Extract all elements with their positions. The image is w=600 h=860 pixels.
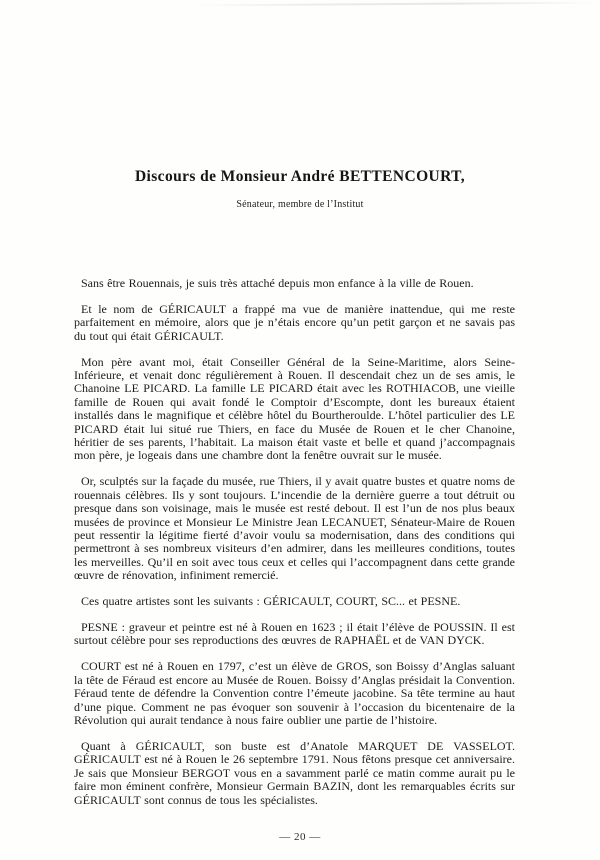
body-text [74, 277, 515, 819]
paragraph-gericault-memory: Et le nom de GÉRICAULT a frappé ma vue de manière inattendue, qui me reste parfaitement en mémoire, alors que je n’étais encore qu’un petit garçon et ne savais pas du tout qui était GÉRICAULT. [74, 301, 515, 343]
paragraph-court: COURT est né à Rouen en 1797, c’est un élève de GROS, son Boissy d’Anglas saluant la tête de Féraud est encore au Musée de Rouen. Boissy d’Anglas présidait la Convention. Féraud tente de défendre la Convention contre l’émeute jacobine. Sa tête termine au haut d’une pique. Comment ne pas évoquer son souvenir à l’occasion du bicentenaire de la Révolution qui aurait tendance à nous faire oublier une partie de l’histoire. [74, 659, 515, 727]
paragraph-museum-facade: Or, sculptés sur la façade du musée, rue Thiers, il y avait quatre bustes et quatre noms de rouennais célèbres. Ils y sont toujours. L’incendie de la dernière guerre a tout détruit ou presque dans son voisinage, mais le musée est resté debout. Il est l’un de nos plus beaux musées de province et Monsieur Le Ministre Jean LECANUET, Sénateur-Maire de Rouen peut ressentir la légitime fierté d’avoir voulu sa modernisation, dans des conditions qui permettront à ses nombreux visiteurs d’en admirer, dans les meilleures conditions, toutes les merveilles. Qu’il en soit avec tous ceux et celles qui l’accompagnent dans cette grande œuvre de rénovation, infiniment remercié. [74, 474, 515, 583]
paragraph-four-artists: Ces quatre artistes sont les suivants : GÉRICAULT, COURT, SC... et PESNE. [81, 594, 461, 609]
paragraph-gericault-bust: Quant à GÉRICAULT, son buste est d’Anatole MARQUET DE VASSELOT. GÉRICAULT est né à Rouen le 26 septembre 1791. Nous fêtons presque cet anniversaire. Je sais que Monsieur BERGOT vous en a savamment parlé ce matin comme aurait pu le faire mon éminent confrère, Monsieur Germain BAZIN, dont les remarquables écrits sur GÉRICAULT sont connus de tous les spécialistes. [74, 738, 515, 807]
document-title: Discours de Monsieur André BETTENCOURT, [134, 168, 466, 185]
scan-artifact-top [190, 2, 600, 7]
page-number: — 20 — [279, 831, 321, 843]
document-subtitle: Sénateur, membre de l’Institut [236, 199, 364, 210]
paragraph-intro: Sans être Rouennais, je suis très attaché depuis mon enfance à la ville de Rouen. [81, 276, 474, 290]
paragraph-family-history: Mon père avant moi, était Conseiller Général de la Seine-Maritime, alors Seine-Inférieure, et venait donc régulièrement à Rouen. Il descendait chez un de ses amis, le Chanoine LE PICARD. La famille LE PICARD était avec les ROTHIACOB, une vieille famille de Rouen qui avait fondé le Comptoir d’Escompte, dont les bureaux étaient installés dans le magnifique et célèbre hôtel du Bourtheroulde. L’hôtel particulier des LE PICARD était lui situé rue Thiers, en face du Musée de Rouen et le cher Chanoine, héritier de ses parents, l’habitait. La maison était vaste et belle et quand j’accompagnais mon père, je logeais dans une chambre dont la fenêtre ouvrait sur le musée. [74, 354, 515, 463]
paragraph-pesne: PESNE : graveur et peintre est né à Rouen en 1623 ; il était l’élève de POUSSIN. Il est surtout célèbre pour ses reproductions des œuvres de RAPHAËL et de VAN DYCK. [74, 620, 515, 648]
